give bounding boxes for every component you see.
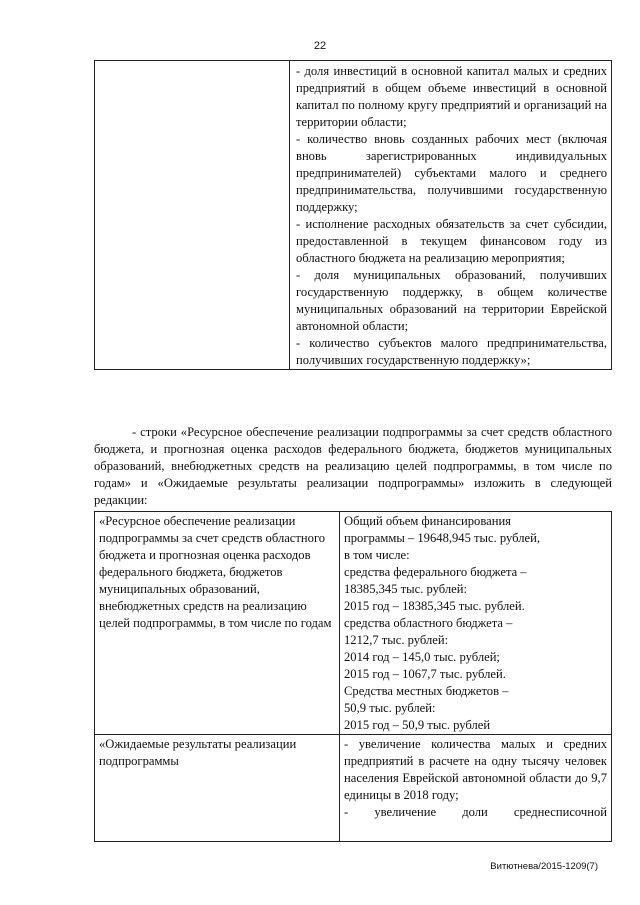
- funding-line: средства областного бюджета –: [344, 616, 513, 630]
- results-label-cell: [95, 735, 340, 842]
- funding-line: 18385,345 тыс. рублей:: [344, 582, 467, 596]
- table-cell-empty: [95, 61, 290, 370]
- results-label: «Ожидаемые результаты реализации подпрограммы: [99, 737, 297, 768]
- funding-line: 2014 год – 145,0 тыс. рублей;: [344, 650, 500, 664]
- list-item: - количество субъектов малого предпринимательства, получивших государственную поддержку»;: [296, 336, 607, 367]
- resources-label-cell: [95, 512, 340, 735]
- list-item: - доля инвестиций в основной капитал малых и средних предприятий в общем объеме инвестиций в основной капитал по полному кругу предприятий и организаций на территории области;: [296, 64, 607, 129]
- list-item: - исполнение расходных обязательств за счет субсидии, предоставленной в текущем финансовом году из областного бюджета на реализацию мероприятия;: [296, 217, 607, 265]
- indicators-table: [94, 60, 612, 370]
- funding-line: программы – 19648,945 тыс. рублей,: [344, 531, 541, 545]
- funding-line: 1212,7 тыс. рублей:: [344, 633, 449, 647]
- funding-line: средства федерального бюджета –: [344, 565, 527, 579]
- funding-line: 2015 год – 1067,7 тыс. рублей.: [344, 667, 506, 681]
- funding-line: Общий объем финансирования: [344, 514, 511, 528]
- list-item: - количество вновь созданных рабочих мест (включая вновь зарегистрированных индивидуальных предпринимателей) субъектами малого и среднего предпринимательства, получившими государственную поддержку;: [296, 132, 607, 214]
- funding-line: Средства местных бюджетов –: [344, 684, 509, 698]
- indicators-cell: [290, 61, 612, 370]
- funding-line: в том числе:: [344, 548, 410, 562]
- list-item: - доля муниципальных образований, получивших государственную поддержку, в общем количестве муниципальных образований на территории Еврейской автономной области;: [296, 268, 607, 333]
- funding-line: 2015 год – 18385,345 тыс. рублей.: [344, 599, 525, 613]
- list-item: - увеличение количества малых и средних предприятий в расчете на одну тысячу человек населения Еврейской автономной области до 9,7 единицы в 2018 году;: [344, 737, 607, 802]
- funding-line: 50,9 тыс. рублей:: [344, 701, 436, 715]
- document-code: Витютнева/2015-1209(7): [490, 861, 598, 872]
- results-value-cell: [340, 735, 612, 842]
- resources-label: «Ресурсное обеспечение реализации подпрограммы за счет средств областного бюджета и прогнозная оценка расходов федерального бюджета, бюджетов муниципальных образований, внебюджетных средств на реализацию целей подпрограммы, в том числе по годам: [99, 514, 332, 630]
- subprogram-table: [94, 511, 612, 842]
- page-number: 22: [313, 40, 327, 52]
- funding-line: 2015 год – 50,9 тыс. рублей: [344, 718, 491, 732]
- resources-value-cell: [340, 512, 612, 735]
- list-item: - увеличение доли среднесписочной: [344, 805, 607, 819]
- body-paragraph: - строки «Ресурсное обеспечение реализации подпрограммы за счет средств областного бюджета, и прогнозная оценка расходов федерального бюджета, бюджетов муниципальных образований, внебюджетных средств на реализацию целей подпрограммы, в том числе по годам» и «Ожидаемые результаты реализации подпрограммы» изложить в следующей редакции:: [94, 425, 612, 507]
